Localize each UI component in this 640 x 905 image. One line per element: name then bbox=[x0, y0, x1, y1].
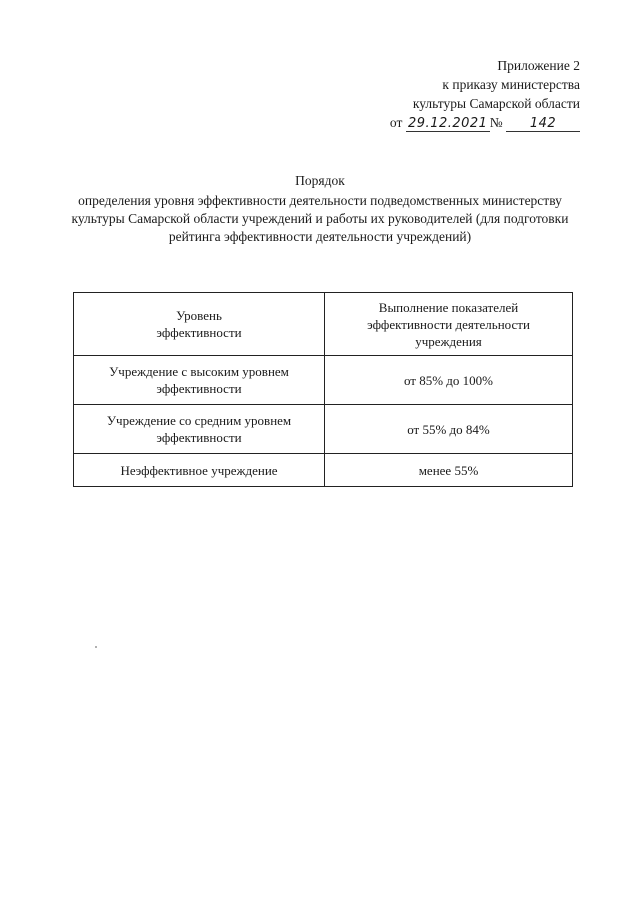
table-row bbox=[74, 454, 573, 487]
row-level bbox=[74, 454, 325, 487]
table-row bbox=[74, 405, 573, 454]
appendix-header bbox=[340, 56, 580, 132]
scan-speck bbox=[95, 646, 97, 648]
number-prefix: № bbox=[489, 115, 503, 130]
row-value: от 85% до 100% bbox=[325, 356, 573, 405]
title-text: определения уровня эффективности деятельности подведомственных министерству культуры Самарской области учреждений и работы их руководителей (для подготовки рейтинга эффективности деятельности учреждений) bbox=[71, 193, 569, 244]
row-level-line: эффективности bbox=[156, 430, 242, 445]
appendix-ministry: культуры Самарской области bbox=[412, 96, 580, 111]
row-level-line: эффективности bbox=[156, 381, 242, 396]
header-level-line: эффективности bbox=[156, 325, 242, 340]
appendix-title: Приложение 2 bbox=[497, 58, 580, 73]
handwritten-date: 29.12.2021 bbox=[406, 116, 490, 132]
header-indicators-line: Выполнение показателей bbox=[378, 299, 519, 315]
table-row bbox=[74, 356, 573, 405]
header-level bbox=[74, 293, 325, 356]
appendix-order-ref: к приказу министерства bbox=[442, 77, 580, 92]
title-heading: Порядок bbox=[295, 173, 345, 188]
header-indicators-line: учреждения bbox=[415, 333, 482, 349]
row-level-line: Учреждение с высоким уровнем bbox=[109, 364, 289, 379]
row-level-line: Неэффективное учреждение bbox=[120, 462, 278, 478]
efficiency-table bbox=[73, 292, 573, 487]
header-level-line: Уровень bbox=[176, 308, 222, 323]
date-prefix: от bbox=[389, 115, 403, 130]
table-header-row bbox=[74, 293, 573, 356]
handwritten-number: 142 bbox=[506, 116, 580, 132]
document-title bbox=[70, 172, 570, 246]
header-indicators bbox=[325, 293, 573, 356]
row-level-line: Учреждение со средним уровнем bbox=[106, 413, 292, 428]
row-level bbox=[74, 356, 325, 405]
row-level bbox=[74, 405, 325, 454]
header-indicators-line: эффективности деятельности bbox=[367, 316, 530, 332]
row-value: от 55% до 84% bbox=[325, 405, 573, 454]
row-value: менее 55% bbox=[325, 454, 573, 487]
appendix-date-line bbox=[340, 113, 580, 132]
